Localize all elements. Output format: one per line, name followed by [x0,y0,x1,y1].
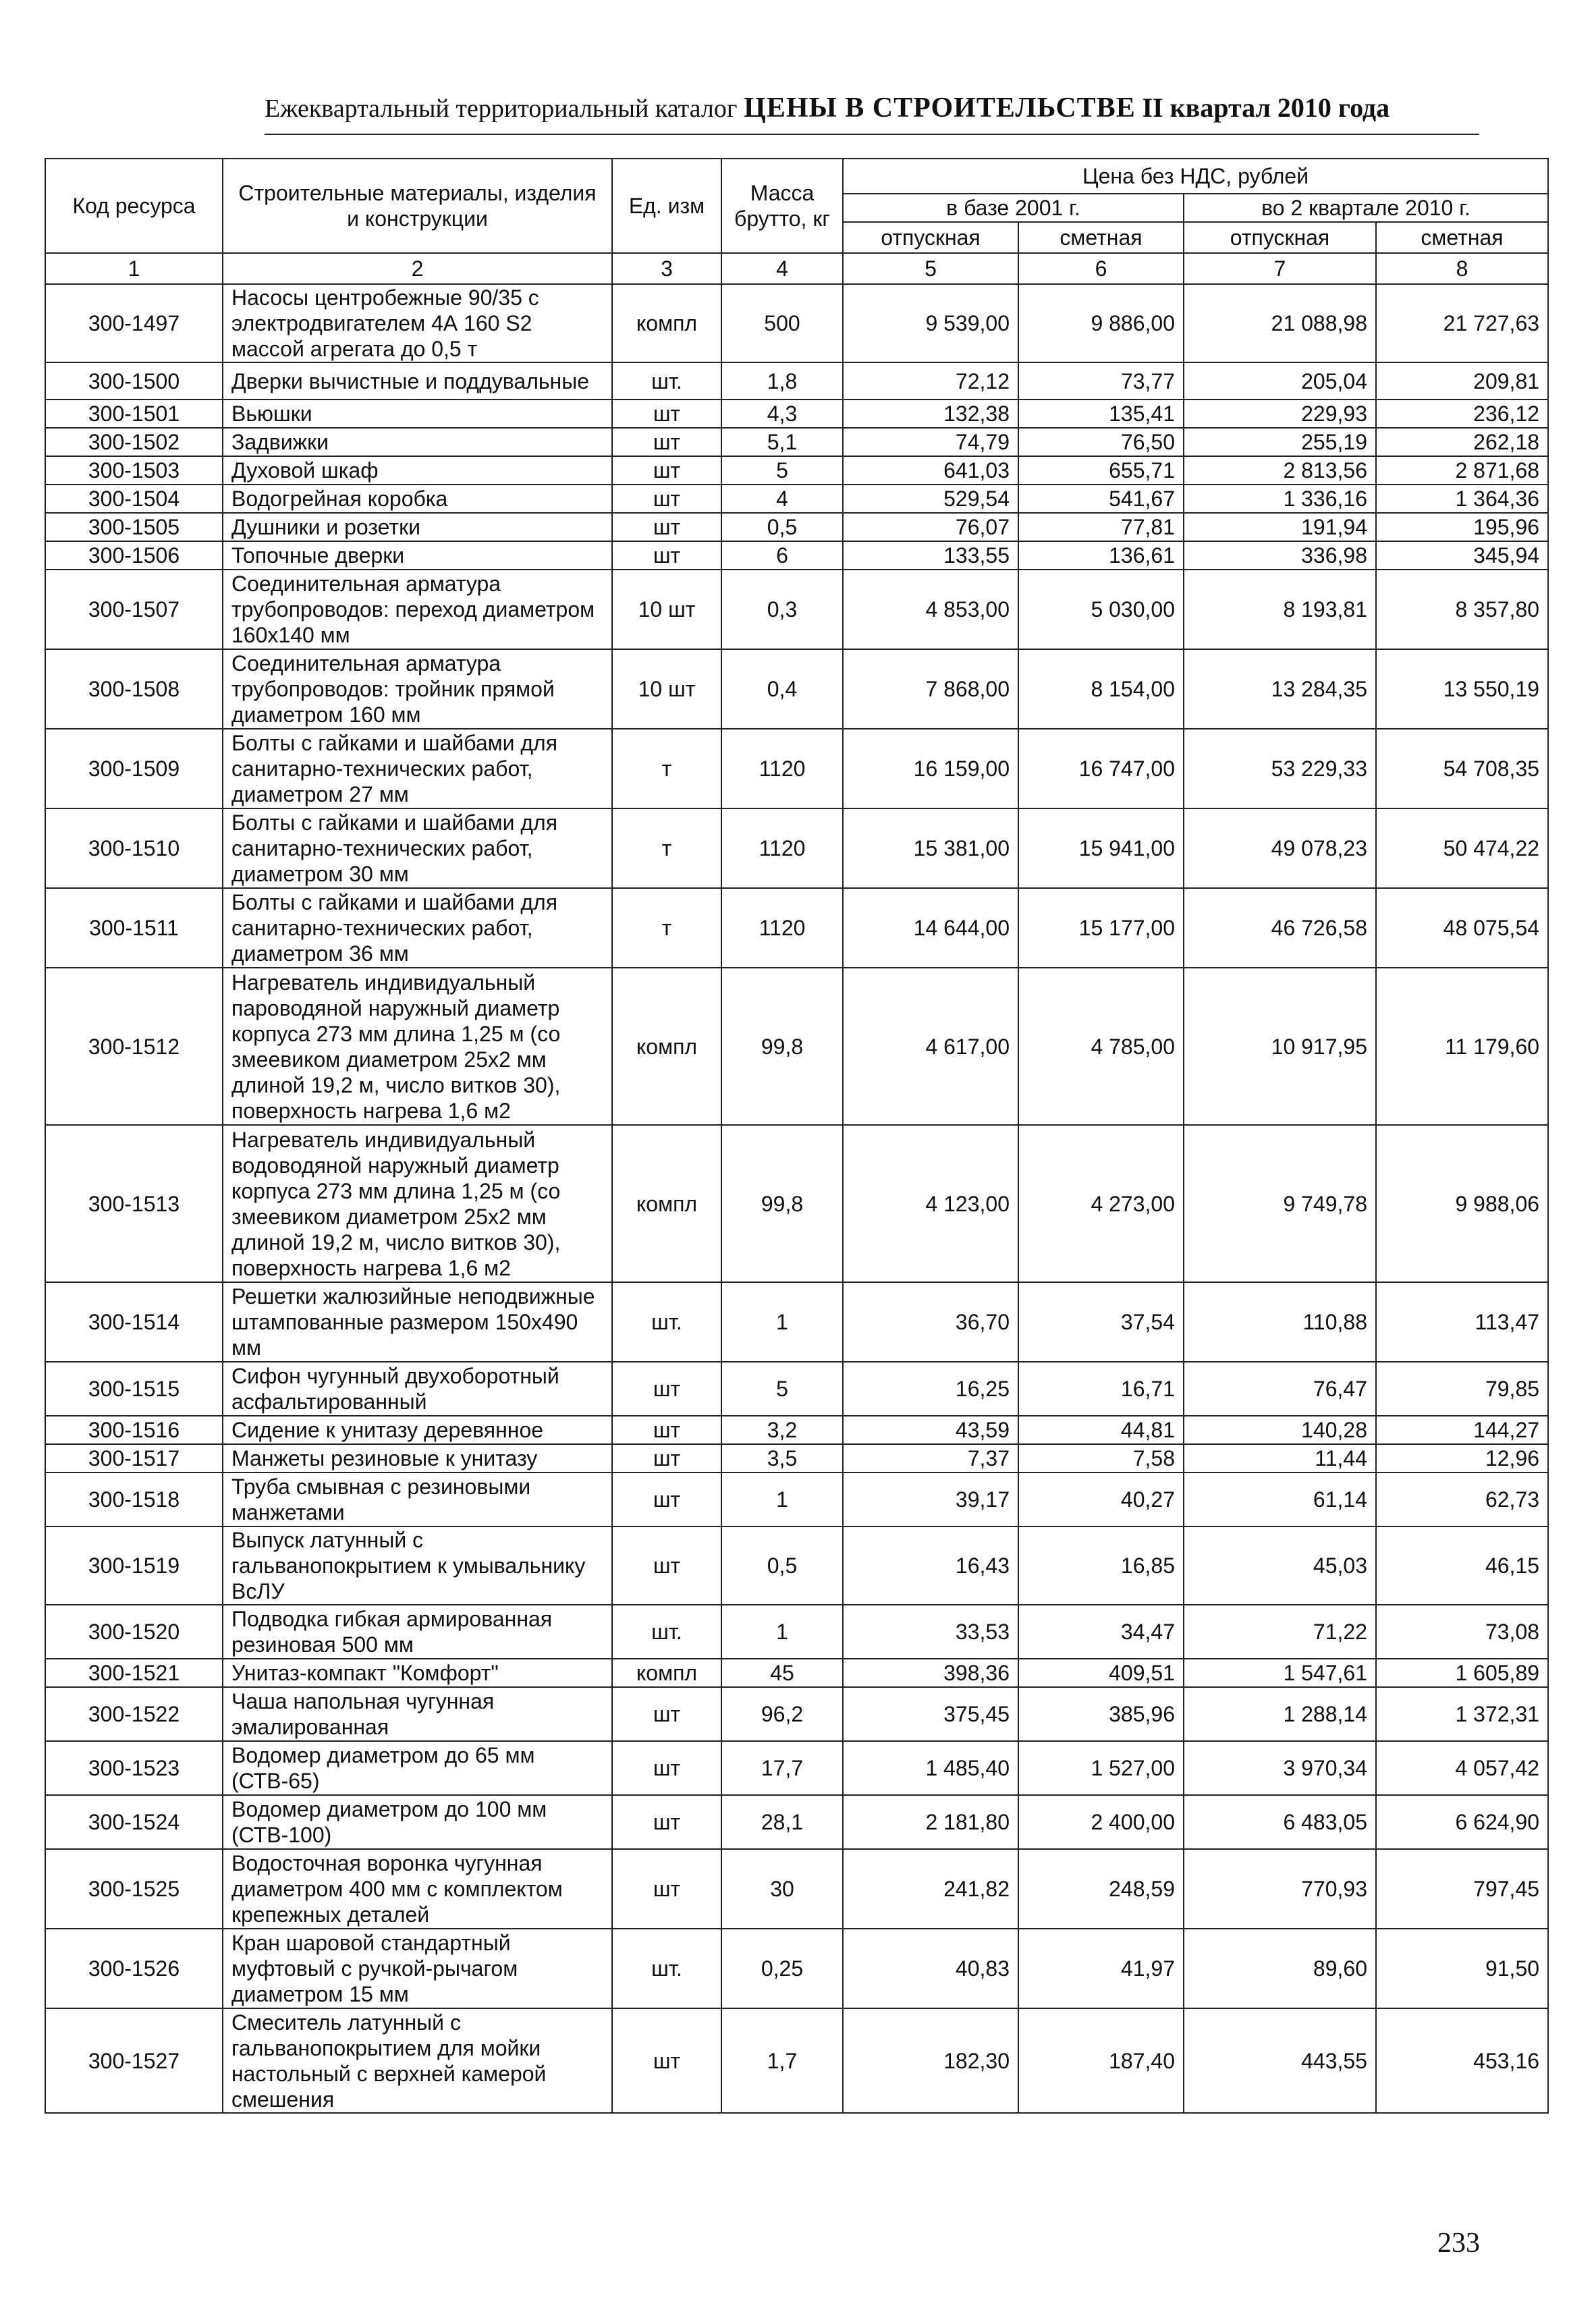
cell-price-2010-estimate: 345,94 [1376,541,1548,570]
cell-price-base-release: 16,25 [843,1362,1018,1416]
cell-code: 300-1502 [45,428,223,456]
cell-price-base-estimate: 385,96 [1018,1687,1184,1741]
cell-unit: т [612,808,721,888]
cell-mass: 1120 [721,808,843,888]
cell-unit: шт [612,1362,721,1416]
column-number: 2 [223,253,612,284]
cell-mass: 1120 [721,729,843,808]
cell-price-2010-estimate: 144,27 [1376,1416,1548,1444]
cell-mass: 0,5 [721,513,843,541]
cell-price-base-estimate: 41,97 [1018,1929,1184,2008]
cell-price-2010-release: 3 970,34 [1184,1741,1376,1795]
cell-mass: 17,7 [721,1741,843,1795]
cell-price-base-estimate: 15 177,00 [1018,888,1184,968]
cell-unit: шт [612,485,721,513]
cell-code: 300-1504 [45,485,223,513]
cell-price-base-release: 1 485,40 [843,1741,1018,1795]
cell-name: Манжеты резиновые к унитазу [223,1444,612,1472]
cell-name: Унитаз-компакт "Комфорт" [223,1659,612,1687]
cell-code: 300-1522 [45,1687,223,1741]
cell-code: 300-1513 [45,1125,223,1282]
cell-unit: шт [612,456,721,485]
cell-name: Сифон чугунный двухоборотный асфальтированный [223,1362,612,1416]
cell-price-2010-release: 49 078,23 [1184,808,1376,888]
cell-price-2010-estimate: 62,73 [1376,1472,1548,1526]
cell-price-2010-release: 21 088,98 [1184,284,1376,362]
cell-price-2010-release: 10 917,95 [1184,968,1376,1125]
col-header-q2-2010: во 2 квартале 2010 г. [1184,194,1548,222]
table-row [45,1659,1548,1687]
cell-price-base-estimate: 44,81 [1018,1416,1184,1444]
cell-mass: 500 [721,284,843,362]
cell-code: 300-1521 [45,1659,223,1687]
table-row [45,1795,1548,1849]
catalog-title: ЦЕНЫ В СТРОИТЕЛЬСТВЕ [744,92,1136,123]
column-number: 7 [1184,253,1376,284]
cell-price-base-estimate: 37,54 [1018,1282,1184,1362]
cell-code: 300-1517 [45,1444,223,1472]
column-number: 1 [45,253,223,284]
cell-price-base-estimate: 135,41 [1018,400,1184,428]
cell-price-base-estimate: 5 030,00 [1018,570,1184,649]
cell-code: 300-1508 [45,649,223,729]
cell-name: Соединительная арматура трубопроводов: тройник прямой диаметром 160 мм [223,649,612,729]
table-row [45,485,1548,513]
cell-mass: 1 [721,1282,843,1362]
table-row [45,1741,1548,1795]
cell-price-base-release: 4 123,00 [843,1125,1018,1282]
cell-price-2010-release: 140,28 [1184,1416,1376,1444]
cell-name: Водомер диаметром до 65 мм (СТВ-65) [223,1741,612,1795]
cell-price-base-estimate: 76,50 [1018,428,1184,456]
cell-price-2010-estimate: 113,47 [1376,1282,1548,1362]
cell-price-2010-release: 76,47 [1184,1362,1376,1416]
table-row [45,1929,1548,2008]
cell-price-base-release: 398,36 [843,1659,1018,1687]
cell-mass: 1 [721,1605,843,1659]
cell-code: 300-1526 [45,1929,223,2008]
cell-name: Подводка гибкая армированная резиновая 500 мм [223,1605,612,1659]
cell-price-2010-release: 191,94 [1184,513,1376,541]
cell-price-2010-release: 53 229,33 [1184,729,1376,808]
cell-price-base-estimate: 15 941,00 [1018,808,1184,888]
quarter-label: II квартал 2010 года [1142,92,1390,123]
cell-name: Решетки жалюзийные неподвижные штампованные размером 150х490 мм [223,1282,612,1362]
col-header-mass: Масса брутто, кг [721,159,843,253]
cell-price-2010-estimate: 1 364,36 [1376,485,1548,513]
cell-code: 300-1516 [45,1416,223,1444]
cell-unit: шт [612,1741,721,1795]
table-row [45,1526,1548,1605]
cell-unit: шт [612,513,721,541]
cell-name: Труба смывная с резиновыми манжетами [223,1472,612,1526]
cell-price-2010-release: 9 749,78 [1184,1125,1376,1282]
cell-mass: 1120 [721,888,843,968]
cell-price-base-release: 7 868,00 [843,649,1018,729]
cell-price-base-estimate: 1 527,00 [1018,1741,1184,1795]
cell-code: 300-1515 [45,1362,223,1416]
price-table [45,158,1549,2114]
cell-unit: компл [612,968,721,1125]
cell-price-2010-release: 61,14 [1184,1472,1376,1526]
cell-price-2010-release: 1 288,14 [1184,1687,1376,1741]
cell-code: 300-1501 [45,400,223,428]
cell-price-2010-release: 8 193,81 [1184,570,1376,649]
cell-price-base-release: 76,07 [843,513,1018,541]
table-row [45,1849,1548,1929]
cell-price-base-estimate: 187,40 [1018,2008,1184,2113]
cell-price-base-release: 74,79 [843,428,1018,456]
cell-mass: 4,3 [721,400,843,428]
cell-mass: 0,25 [721,1929,843,2008]
table-row [45,400,1548,428]
cell-price-base-release: 4 853,00 [843,570,1018,649]
cell-price-base-release: 4 617,00 [843,968,1018,1125]
cell-price-2010-release: 110,88 [1184,1282,1376,1362]
cell-price-2010-estimate: 21 727,63 [1376,284,1548,362]
cell-price-2010-release: 2 813,56 [1184,456,1376,485]
column-number: 4 [721,253,843,284]
cell-mass: 6 [721,541,843,570]
cell-price-base-estimate: 16,71 [1018,1362,1184,1416]
cell-mass: 45 [721,1659,843,1687]
table-body [45,284,1548,2113]
col-header-price-group: Цена без НДС, рублей [843,159,1548,194]
cell-price-2010-release: 336,98 [1184,541,1376,570]
cell-name: Соединительная арматура трубопроводов: переход диаметром 160х140 мм [223,570,612,649]
column-number: 5 [843,253,1018,284]
cell-unit: шт [612,1444,721,1472]
col-header-name: Строительные материалы, изделия и конструкции [223,159,612,253]
cell-name: Нагреватель индивидуальный водоводяной наружный диаметр корпуса 273 мм длина 1,25 м (со змеевиком диаметром 25х2 мм длиной 19,2 м, число витков 30), поверхность нагрева 1,6 м2 [223,1125,612,1282]
table-row [45,570,1548,649]
cell-price-2010-estimate: 13 550,19 [1376,649,1548,729]
cell-mass: 4 [721,485,843,513]
cell-unit: шт [612,1472,721,1526]
cell-code: 300-1506 [45,541,223,570]
cell-unit: шт [612,1795,721,1849]
table-row [45,456,1548,485]
cell-price-base-estimate: 248,59 [1018,1849,1184,1929]
cell-mass: 0,4 [721,649,843,729]
cell-name: Кран шаровой стандартный муфтовый с ручкой-рычагом диаметром 15 мм [223,1929,612,2008]
cell-price-base-estimate: 7,58 [1018,1444,1184,1472]
cell-unit: т [612,729,721,808]
cell-unit: шт [612,1526,721,1605]
cell-unit: шт [612,1687,721,1741]
col-header-unit: Ед. изм [612,159,721,253]
cell-code: 300-1524 [45,1795,223,1849]
cell-price-base-release: 72,12 [843,362,1018,400]
cell-mass: 1,8 [721,362,843,400]
cell-price-2010-estimate: 73,08 [1376,1605,1548,1659]
table-row [45,1362,1548,1416]
table-row [45,1125,1548,1282]
cell-price-base-estimate: 16 747,00 [1018,729,1184,808]
cell-code: 300-1518 [45,1472,223,1526]
cell-name: Смеситель латунный с гальванопокрытием для мойки настольный с верхней камерой смешения [223,2008,612,2113]
cell-price-2010-estimate: 195,96 [1376,513,1548,541]
table-row [45,1444,1548,1472]
cell-mass: 28,1 [721,1795,843,1849]
cell-price-2010-estimate: 453,16 [1376,2008,1548,2113]
column-number-row [45,253,1548,284]
cell-price-2010-release: 1 547,61 [1184,1659,1376,1687]
cell-unit: шт [612,2008,721,2113]
cell-price-2010-estimate: 1 605,89 [1376,1659,1548,1687]
cell-price-2010-release: 229,93 [1184,400,1376,428]
cell-price-base-release: 40,83 [843,1929,1018,2008]
cell-name: Насосы центробежные 90/35 с электродвигателем 4А 160 S2 массой агрегата до 0,5 т [223,284,612,362]
cell-price-base-estimate: 4 785,00 [1018,968,1184,1125]
cell-price-base-estimate: 655,71 [1018,456,1184,485]
cell-price-2010-release: 443,55 [1184,2008,1376,2113]
cell-price-2010-estimate: 797,45 [1376,1849,1548,1929]
cell-code: 300-1509 [45,729,223,808]
cell-price-base-estimate: 34,47 [1018,1605,1184,1659]
cell-price-2010-estimate: 1 372,31 [1376,1687,1548,1741]
cell-price-base-estimate: 77,81 [1018,513,1184,541]
cell-code: 300-1512 [45,968,223,1125]
cell-price-2010-estimate: 12,96 [1376,1444,1548,1472]
cell-mass: 0,3 [721,570,843,649]
cell-name: Нагреватель индивидуальный пароводяной наружный диаметр корпуса 273 мм длина 1,25 м (со змеевиком диаметром 25х2 мм длиной 19,2 м, число витков 30), поверхность нагрева 1,6 м2 [223,968,612,1125]
table-row [45,729,1548,808]
cell-price-base-release: 33,53 [843,1605,1018,1659]
cell-unit: шт [612,1416,721,1444]
cell-name: Водосточная воронка чугунная диаметром 400 мм с комплектом крепежных деталей [223,1849,612,1929]
cell-price-2010-release: 205,04 [1184,362,1376,400]
cell-name: Болты с гайками и шайбами для санитарно-технических работ, диаметром 27 мм [223,729,612,808]
col-header-release: отпускная [843,222,1018,253]
cell-code: 300-1523 [45,1741,223,1795]
cell-price-base-release: 14 644,00 [843,888,1018,968]
cell-price-base-release: 182,30 [843,2008,1018,2113]
cell-price-2010-estimate: 46,15 [1376,1526,1548,1605]
table-row [45,808,1548,888]
table-header-row [45,159,1548,194]
cell-mass: 99,8 [721,968,843,1125]
cell-price-2010-estimate: 9 988,06 [1376,1125,1548,1282]
column-number: 8 [1376,253,1548,284]
cell-price-base-estimate: 4 273,00 [1018,1125,1184,1282]
cell-name: Душники и розетки [223,513,612,541]
cell-code: 300-1519 [45,1526,223,1605]
cell-code: 300-1497 [45,284,223,362]
cell-price-base-release: 16,43 [843,1526,1018,1605]
cell-mass: 5,1 [721,428,843,456]
cell-unit: компл [612,1659,721,1687]
cell-price-2010-estimate: 79,85 [1376,1362,1548,1416]
cell-price-base-release: 16 159,00 [843,729,1018,808]
cell-name: Водогрейная коробка [223,485,612,513]
cell-code: 300-1514 [45,1282,223,1362]
cell-price-base-estimate: 40,27 [1018,1472,1184,1526]
col-header-base-2001: в базе 2001 г. [843,194,1184,222]
cell-name: Выпуск латунный с гальванопокрытием к умывальнику ВсЛУ [223,1526,612,1605]
cell-price-2010-release: 45,03 [1184,1526,1376,1605]
cell-price-base-release: 241,82 [843,1849,1018,1929]
cell-mass: 96,2 [721,1687,843,1741]
page-number: 233 [1437,2228,1480,2259]
cell-unit: шт. [612,1929,721,2008]
cell-mass: 5 [721,1362,843,1416]
cell-unit: 10 шт [612,649,721,729]
cell-name: Дверки вычистные и поддувальные [223,362,612,400]
cell-unit: шт [612,428,721,456]
cell-price-2010-release: 1 336,16 [1184,485,1376,513]
cell-code: 300-1510 [45,808,223,888]
cell-unit: 10 шт [612,570,721,649]
cell-name: Задвижки [223,428,612,456]
cell-unit: шт. [612,1282,721,1362]
cell-code: 300-1525 [45,1849,223,1929]
cell-name: Болты с гайками и шайбами для санитарно-технических работ, диаметром 30 мм [223,808,612,888]
col-header-code: Код ресурса [45,159,223,253]
cell-unit: шт. [612,1605,721,1659]
cell-price-2010-release: 89,60 [1184,1929,1376,2008]
cell-price-2010-estimate: 8 357,80 [1376,570,1548,649]
cell-mass: 99,8 [721,1125,843,1282]
cell-mass: 3,5 [721,1444,843,1472]
cell-price-2010-release: 11,44 [1184,1444,1376,1472]
cell-name: Вьюшки [223,400,612,428]
cell-mass: 1 [721,1472,843,1526]
cell-price-2010-release: 46 726,58 [1184,888,1376,968]
table-row [45,968,1548,1125]
cell-price-2010-estimate: 48 075,54 [1376,888,1548,968]
cell-price-base-estimate: 136,61 [1018,541,1184,570]
cell-code: 300-1503 [45,456,223,485]
cell-price-base-release: 132,38 [843,400,1018,428]
cell-unit: шт. [612,362,721,400]
table-row [45,513,1548,541]
cell-code: 300-1505 [45,513,223,541]
cell-mass: 0,5 [721,1526,843,1605]
cell-price-base-release: 529,54 [843,485,1018,513]
cell-mass: 30 [721,1849,843,1929]
cell-price-base-estimate: 8 154,00 [1018,649,1184,729]
cell-price-base-release: 375,45 [843,1687,1018,1741]
cell-price-base-release: 641,03 [843,456,1018,485]
col-header-estimate: сметная [1018,222,1184,253]
cell-price-base-release: 9 539,00 [843,284,1018,362]
cell-name: Топочные дверки [223,541,612,570]
cell-price-2010-release: 13 284,35 [1184,649,1376,729]
cell-price-2010-estimate: 6 624,90 [1376,1795,1548,1849]
cell-price-base-release: 133,55 [843,541,1018,570]
cell-price-base-estimate: 16,85 [1018,1526,1184,1605]
cell-name: Болты с гайками и шайбами для санитарно-технических работ, диаметром 36 мм [223,888,612,968]
cell-mass: 3,2 [721,1416,843,1444]
cell-code: 300-1507 [45,570,223,649]
col-header-release-2010: отпускная [1184,222,1376,253]
table-row [45,1605,1548,1659]
cell-code: 300-1527 [45,2008,223,2113]
table-row [45,2008,1548,2113]
cell-code: 300-1511 [45,888,223,968]
column-number: 3 [612,253,721,284]
cell-unit: шт [612,541,721,570]
cell-price-2010-estimate: 50 474,22 [1376,808,1548,888]
cell-price-2010-estimate: 54 708,35 [1376,729,1548,808]
cell-unit: шт [612,400,721,428]
cell-price-base-release: 15 381,00 [843,808,1018,888]
cell-price-2010-release: 770,93 [1184,1849,1376,1929]
cell-price-base-release: 36,70 [843,1282,1018,1362]
cell-price-base-estimate: 541,67 [1018,485,1184,513]
cell-code: 300-1520 [45,1605,223,1659]
cell-unit: шт [612,1849,721,1929]
cell-price-2010-estimate: 209,81 [1376,362,1548,400]
cell-price-base-release: 43,59 [843,1416,1018,1444]
cell-code: 300-1500 [45,362,223,400]
table-row [45,541,1548,570]
cell-name: Сидение к унитазу деревянное [223,1416,612,1444]
cell-name: Духовой шкаф [223,456,612,485]
catalog-label: Ежеквартальный территориальный каталог [265,94,738,123]
table-row [45,1282,1548,1362]
column-number: 6 [1018,253,1184,284]
cell-price-2010-estimate: 236,12 [1376,400,1548,428]
col-header-estimate-2010: сметная [1376,222,1548,253]
table-row [45,1416,1548,1444]
cell-mass: 5 [721,456,843,485]
cell-price-2010-release: 6 483,05 [1184,1795,1376,1849]
cell-price-base-estimate: 73,77 [1018,362,1184,400]
page-header [265,92,1479,124]
cell-unit: компл [612,1125,721,1282]
table-row [45,888,1548,968]
cell-unit: компл [612,284,721,362]
table-row [45,1472,1548,1526]
cell-price-base-estimate: 2 400,00 [1018,1795,1184,1849]
header-divider [265,134,1479,135]
cell-price-base-release: 2 181,80 [843,1795,1018,1849]
table-row [45,649,1548,729]
cell-price-2010-estimate: 262,18 [1376,428,1548,456]
table-row [45,284,1548,362]
cell-name: Водомер диаметром до 100 мм (СТВ-100) [223,1795,612,1849]
cell-price-2010-estimate: 91,50 [1376,1929,1548,2008]
cell-price-2010-estimate: 11 179,60 [1376,968,1548,1125]
cell-price-2010-release: 71,22 [1184,1605,1376,1659]
cell-mass: 1,7 [721,2008,843,2113]
cell-name: Чаша напольная чугунная эмалированная [223,1687,612,1741]
cell-price-2010-estimate: 2 871,68 [1376,456,1548,485]
table-row [45,362,1548,400]
cell-price-base-release: 7,37 [843,1444,1018,1472]
cell-price-base-estimate: 409,51 [1018,1659,1184,1687]
cell-price-2010-estimate: 4 057,42 [1376,1741,1548,1795]
cell-unit: т [612,888,721,968]
table-row [45,1687,1548,1741]
cell-price-base-release: 39,17 [843,1472,1018,1526]
table-row [45,428,1548,456]
cell-price-base-estimate: 9 886,00 [1018,284,1184,362]
cell-price-2010-release: 255,19 [1184,428,1376,456]
